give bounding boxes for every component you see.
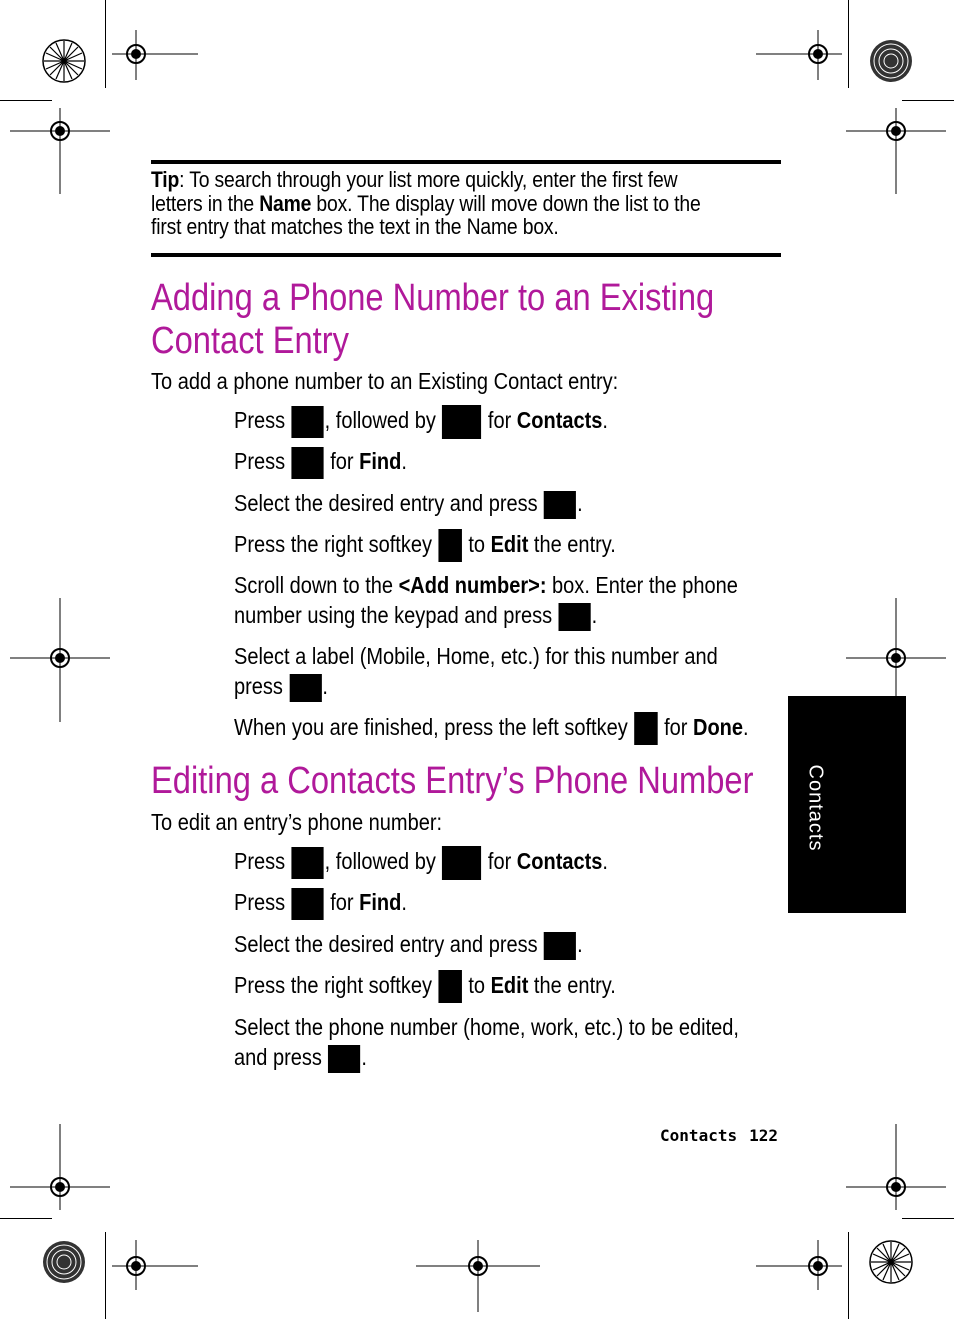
starburst-target-icon: [42, 1240, 86, 1284]
starburst-target-icon: [42, 39, 86, 83]
right-softkey-icon: [438, 529, 461, 562]
section2-heading: Editing a Contacts Entry’s Phone Number: [151, 760, 754, 802]
footer-section: Contacts: [660, 1126, 738, 1145]
menu-key-icon: [292, 847, 324, 879]
number-key-icon: [292, 888, 324, 920]
section1-step-5: Scroll down to the <Add number>: box. Enter the phone number using the keypad and press .: [234, 570, 738, 631]
registration-target-icon: [10, 108, 110, 194]
ok-key-icon: [544, 932, 576, 960]
left-softkey-icon: [634, 712, 657, 745]
registration-target-icon: [756, 30, 842, 80]
page-number: 122: [749, 1126, 778, 1145]
number-key-icon: [292, 447, 324, 479]
section2-step-4: Press the right softkey to Edit the entry.: [234, 970, 616, 1003]
ok-key-icon: [328, 1045, 360, 1073]
section1-step-4: Press the right softkey to Edit the entry.: [234, 529, 616, 562]
number-key-icon: [442, 846, 481, 880]
menu-key-icon: [292, 406, 324, 438]
page-footer: [600, 1126, 778, 1145]
section1-intro: To add a phone number to an Existing Contact entry:: [151, 368, 619, 394]
registration-target-icon: [10, 1124, 110, 1210]
section1-step-3: Select the desired entry and press .: [234, 488, 583, 519]
section2-step-5: Select the phone number (home, work, etc.) to be edited, and press .: [234, 1012, 739, 1073]
section2-step-3: Select the desired entry and press .: [234, 929, 583, 960]
number-key-icon: [442, 405, 481, 439]
registration-target-icon: [756, 1240, 842, 1290]
section1-step-2: Press for Find.: [234, 446, 407, 479]
tip-bottom-rule: [151, 253, 781, 257]
registration-target-icon: [846, 1124, 946, 1210]
section1-heading: Adding a Phone Number to an Existing Contact Entry: [151, 277, 715, 362]
ok-key-icon: [544, 491, 576, 519]
tip-text: Tip: To search through your list more quickly, enter the first few letters in the Name box. The display will move down the list to the first entry that matches the text in the Name box.: [151, 167, 701, 239]
starburst-target-icon: [869, 39, 913, 83]
section1-step-1: Press , followed by for Contacts.: [234, 405, 608, 439]
section1-step-6: Select a label (Mobile, Home, etc.) for this number and press .: [234, 641, 718, 702]
tip-box: [151, 160, 781, 257]
section2-intro: To edit an entry’s phone number:: [151, 809, 443, 835]
registration-target-icon: [112, 30, 198, 80]
chapter-side-tab-label: Contacts: [804, 764, 827, 852]
tip-label: Tip: [151, 167, 180, 192]
registration-target-icon: [10, 598, 110, 722]
starburst-target-icon: [869, 1240, 913, 1284]
section2-step-1: Press , followed by for Contacts.: [234, 846, 608, 880]
registration-target-icon: [846, 108, 946, 194]
registration-target-icon: [416, 1240, 540, 1312]
ok-key-icon: [289, 674, 321, 702]
section2-step-2: Press for Find.: [234, 887, 407, 920]
ok-key-icon: [559, 603, 591, 631]
section1-step-7: When you are finished, press the left softkey for Done.: [234, 712, 749, 745]
right-softkey-icon: [438, 970, 461, 1003]
registration-target-icon: [112, 1240, 198, 1290]
